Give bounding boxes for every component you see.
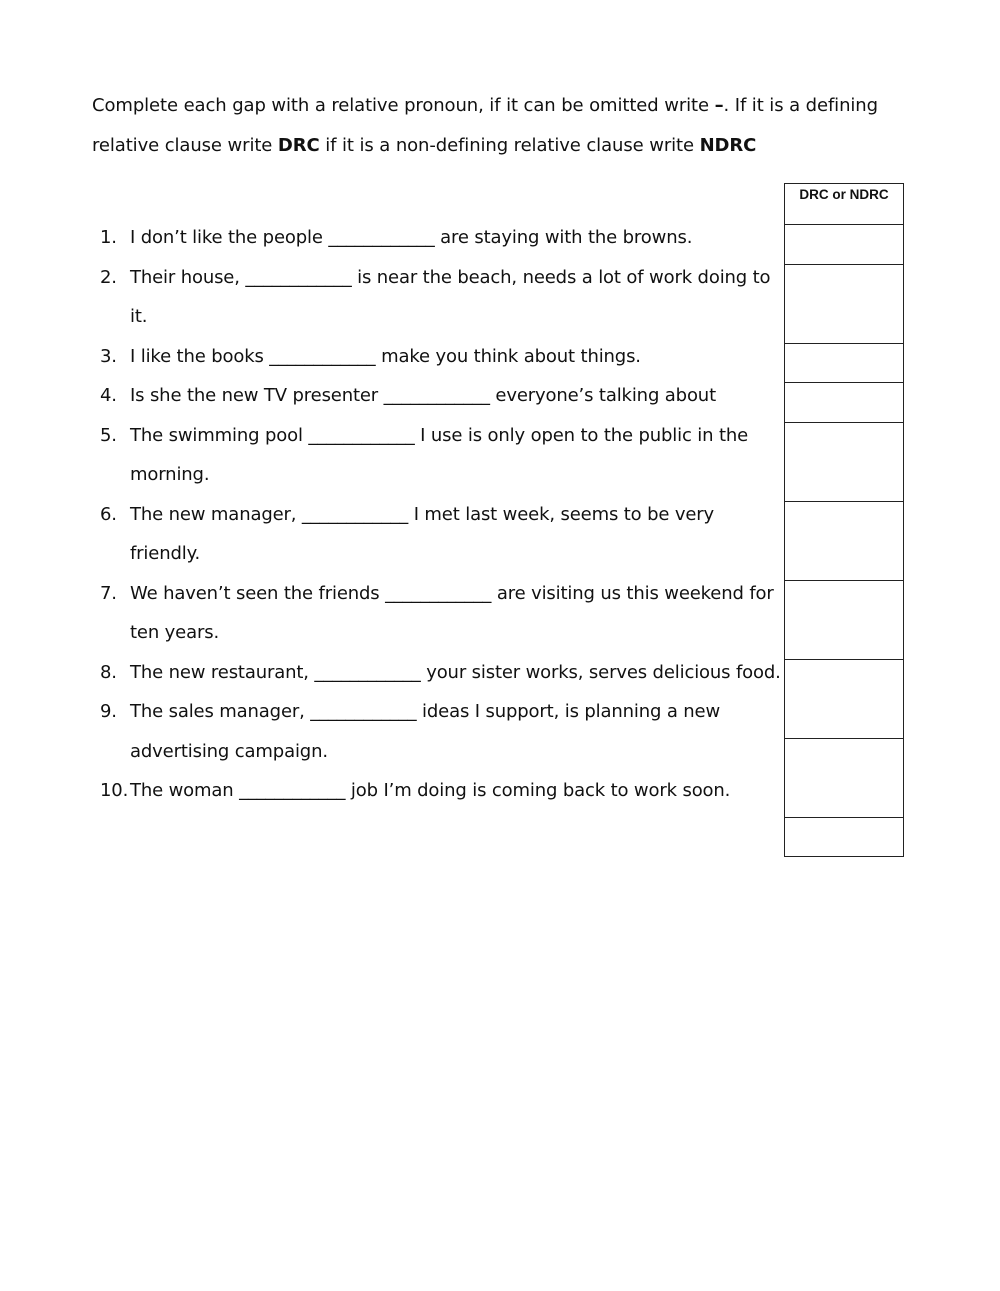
question-number: 9. xyxy=(100,701,117,722)
answer-box[interactable] xyxy=(785,738,904,817)
ndrc-label: NDRC xyxy=(699,135,757,156)
answer-box[interactable] xyxy=(785,225,904,265)
omit-dash: – xyxy=(714,95,724,116)
answer-box[interactable] xyxy=(785,343,904,383)
question-text: Is she the new TV presenter ____________ everyone’s talking about xyxy=(130,385,716,406)
question-number: 1. xyxy=(100,227,117,248)
drc-label: DRC xyxy=(277,135,320,156)
answer-box[interactable] xyxy=(785,422,904,501)
answer-box[interactable] xyxy=(785,383,904,423)
answer-box[interactable] xyxy=(785,580,904,659)
question-number: 5. xyxy=(100,424,117,446)
question-text: I don’t like the people ____________ are staying with the browns. xyxy=(130,227,693,248)
answer-box[interactable] xyxy=(785,264,904,343)
question-item xyxy=(92,495,782,574)
question-number: 3. xyxy=(100,345,117,367)
question-text: The sales manager, ____________ ideas I support, is planning a new advertising campaign. xyxy=(130,701,721,762)
answer-box[interactable] xyxy=(785,659,904,738)
question-number: 7. xyxy=(100,582,117,604)
question-number: 10. xyxy=(100,780,129,801)
question-item xyxy=(92,218,782,258)
question-item xyxy=(92,416,782,495)
instructions-part1: Complete each gap with a relative pronoun, if it can be omitted write xyxy=(92,95,715,116)
question-text: The new manager, ____________ I met last week, seems to be very friendly. xyxy=(130,503,715,564)
instructions-part3: if it is a non-defining relative clause write xyxy=(319,135,700,156)
question-item xyxy=(92,376,782,416)
question-text: I like the books ____________ make you think about things. xyxy=(130,345,641,367)
question-number: 4. xyxy=(100,385,117,406)
question-number: 8. xyxy=(100,661,117,683)
question-text: The woman ____________ job I’m doing is coming back to work soon. xyxy=(130,780,731,801)
answer-table xyxy=(784,183,904,857)
question-number: 6. xyxy=(100,503,117,525)
question-item xyxy=(92,771,782,811)
question-item xyxy=(92,574,782,653)
answer-box[interactable] xyxy=(785,817,904,857)
answer-column-header: DRC or NDRC xyxy=(785,184,904,225)
question-item xyxy=(92,258,782,337)
question-text: The new restaurant, ____________ your sister works, serves delicious food. xyxy=(130,661,781,683)
question-number: 2. xyxy=(100,266,117,288)
question-item xyxy=(92,653,782,693)
question-list xyxy=(92,218,782,811)
question-text: The swimming pool ____________ I use is only open to the public in the morning. xyxy=(130,424,749,485)
instructions xyxy=(92,86,912,166)
question-item xyxy=(92,692,782,771)
instructions-part2: . If it is a defining relative clause write xyxy=(92,95,878,156)
question-item xyxy=(92,337,782,377)
answer-box[interactable] xyxy=(785,501,904,580)
question-text: We haven’t seen the friends ____________ are visiting us this weekend for ten years. xyxy=(130,582,774,643)
question-text: Their house, ____________ is near the beach, needs a lot of work doing to it. xyxy=(130,266,771,327)
